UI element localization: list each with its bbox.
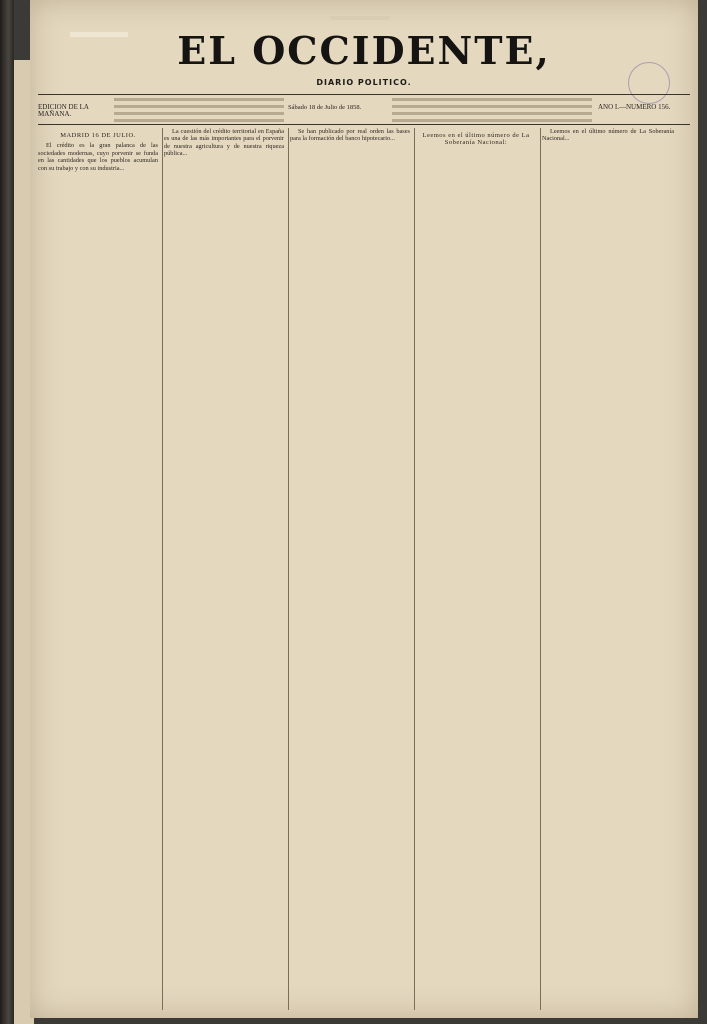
masthead-info (38, 96, 690, 124)
column-5 (542, 128, 674, 1010)
paper-tab (330, 16, 390, 20)
provinces-subscription-info (392, 96, 592, 124)
column-2 (164, 128, 284, 1010)
article-heading: Leemos en el último número de La Soberanía Nacional: (422, 132, 530, 147)
article-paragraph: Se han publicado por real orden las bases para la formación del banco hipotecario... (290, 128, 410, 143)
article-columns (38, 128, 692, 1010)
column-4 (416, 128, 536, 1010)
date-line: Sábado 18 de Julio de 1858. (288, 104, 362, 111)
masthead-rule-bottom (38, 124, 690, 125)
column-1 (38, 128, 158, 1010)
book-binding (0, 0, 14, 1024)
newspaper-subtitle: DIARIO POLITICO. (316, 78, 412, 87)
column-3 (290, 128, 410, 1010)
newspaper-page (30, 0, 698, 1018)
issue-number: AÑO I.—NUMERO 156. (598, 104, 671, 111)
masthead-rule-top (38, 94, 690, 95)
newspaper-title: EL OCCIDENTE, (177, 28, 551, 73)
edition-label: EDICION DE LA MAÑANA. (38, 104, 89, 118)
article-paragraph: Leemos en el último número de La Soberanía Nacional... (542, 128, 674, 143)
article-heading: MADRID 16 DE JULIO. (60, 132, 136, 139)
article-paragraph: El crédito es la gran palanca de las sociedades modernas, cuyo porvenir se funda en las cantidades que los pueblos acumulan con su trabajo y con su industria... (38, 142, 158, 172)
subscription-info (114, 96, 284, 124)
article-paragraph: La cuestión del crédito territorial en España es una de las más importantes para el porvenir de nuestra agricultura y de nuestra riqueza pública... (164, 128, 284, 158)
